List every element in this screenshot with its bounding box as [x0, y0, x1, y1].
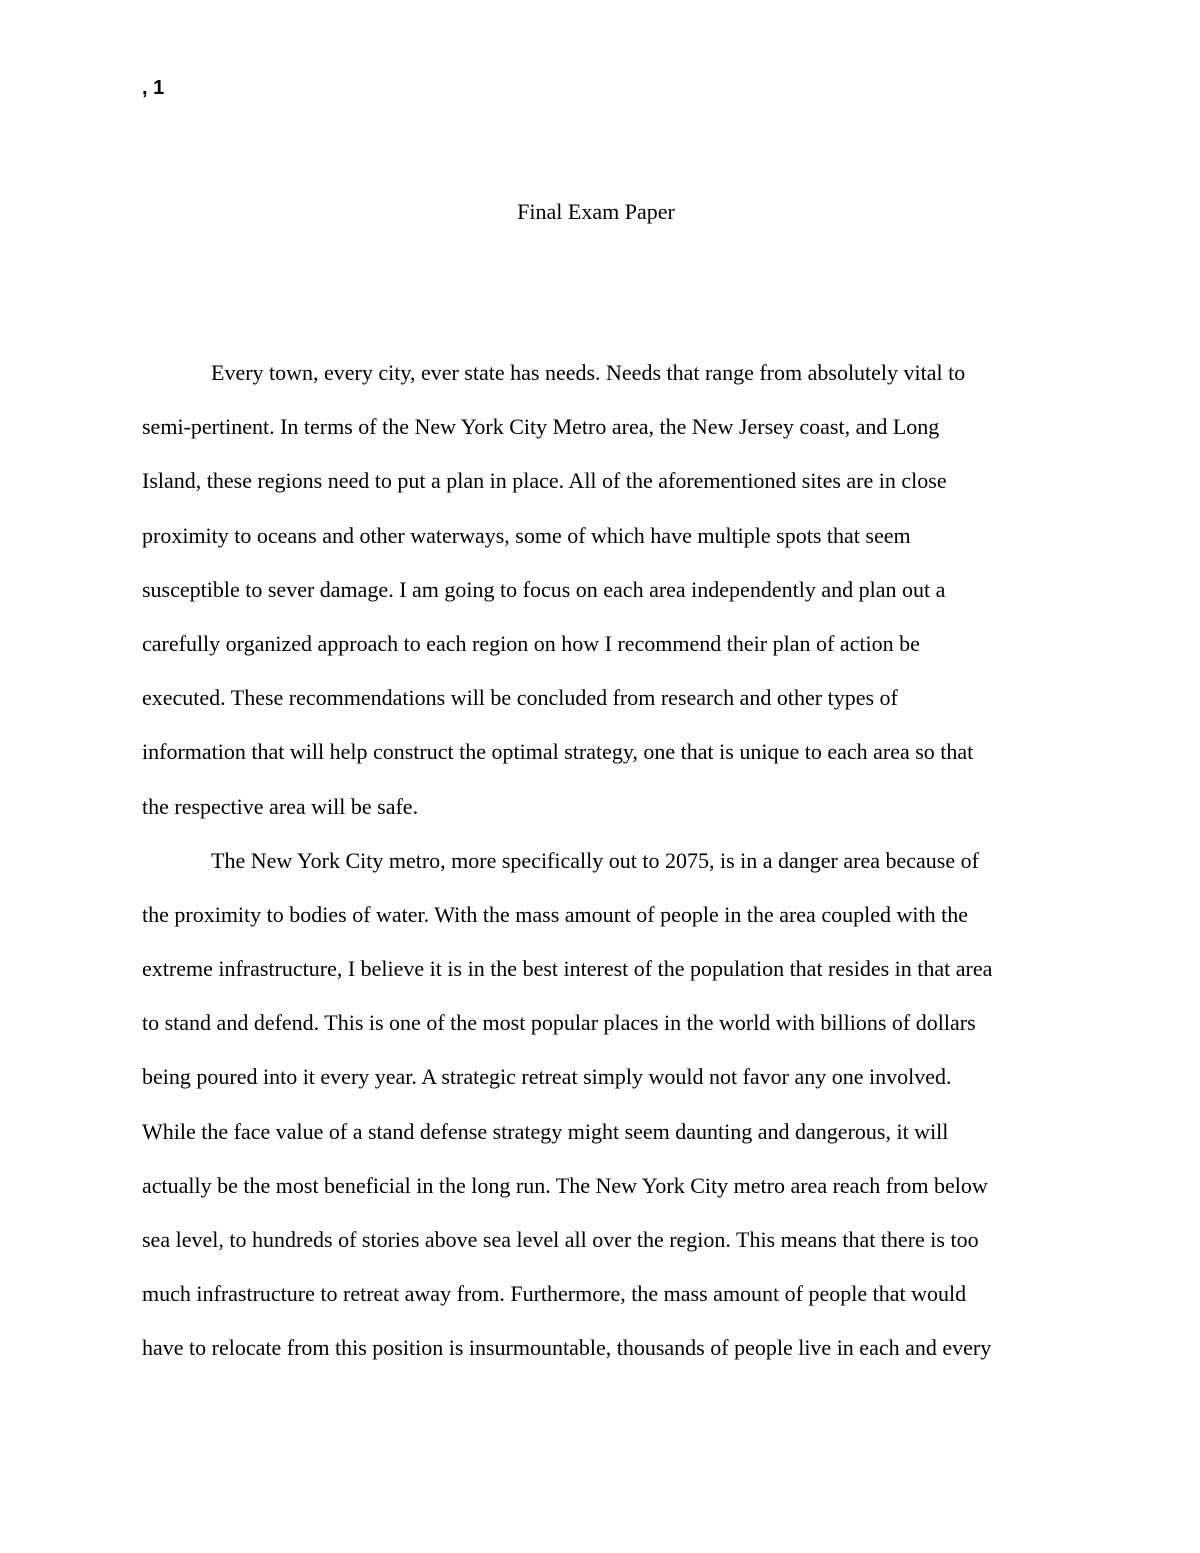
body-text	[142, 359, 1062, 1389]
text-line: information that will help construct the optimal strategy, one that is unique to each area so that	[142, 739, 974, 765]
text-line: Island, these regions need to put a plan in place. All of the aforementioned sites are in close	[142, 468, 947, 494]
text-line: While the face value of a stand defense strategy might seem daunting and dangerous, it will	[142, 1118, 949, 1144]
text-line: extreme infrastructure, I believe it is in the best interest of the population that resides in that area	[142, 956, 993, 982]
text-line: executed. These recommendations will be concluded from research and other types of	[142, 685, 898, 711]
text-line: susceptible to sever damage. I am going to focus on each area independently and plan out a	[142, 576, 946, 602]
text-line: to stand and defend. This is one of the most popular places in the world with billions of dollars	[142, 1010, 976, 1036]
text-line: have to relocate from this position is insurmountable, thousands of people live in each and every	[142, 1335, 992, 1361]
text-line: actually be the most beneficial in the long run. The New York City metro area reach from below	[142, 1172, 988, 1198]
text-line: being poured into it every year. A strategic retreat simply would not favor any one involved.	[142, 1064, 952, 1090]
running-head-page-number: , 1	[142, 77, 165, 99]
text-line: semi-pertinent. In terms of the New York City Metro area, the New Jersey coast, and Long	[142, 414, 940, 440]
text-line: the proximity to bodies of water. With the mass amount of people in the area coupled with the	[142, 901, 968, 927]
text-line: Every town, every city, ever state has needs. Needs that range from absolutely vital to	[211, 360, 966, 385]
text-line: the respective area will be safe.	[142, 793, 419, 819]
text-line: The New York City metro, more specifically out to 2075, is in a danger area because of	[211, 847, 979, 873]
text-line: proximity to oceans and other waterways, some of which have multiple spots that seem	[142, 522, 911, 548]
text-line: carefully organized approach to each region on how I recommend their plan of action be	[142, 630, 920, 656]
text-line: much infrastructure to retreat away from. Furthermore, the mass amount of people that would	[142, 1281, 967, 1307]
text-line: sea level, to hundreds of stories above sea level all over the region. This means that there is too	[142, 1227, 979, 1252]
document-title: Final Exam Paper	[517, 199, 675, 224]
